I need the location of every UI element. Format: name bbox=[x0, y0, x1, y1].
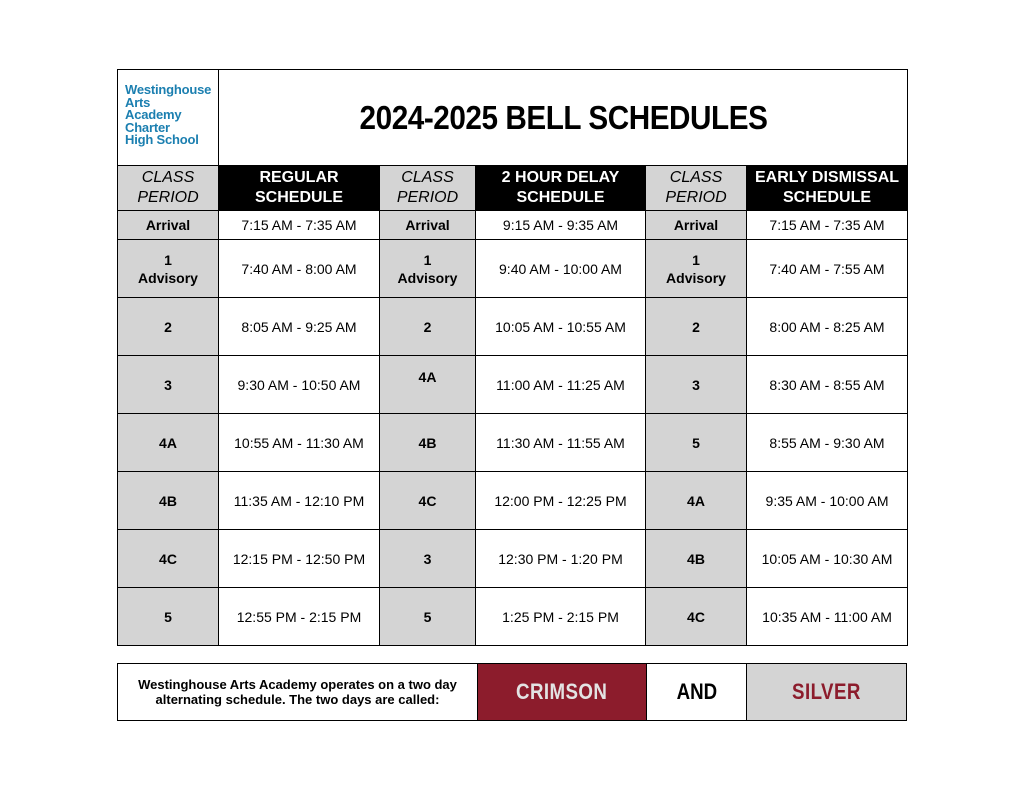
regular-period: 3 bbox=[118, 356, 219, 414]
table-row bbox=[118, 530, 908, 588]
page-title: 2024-2025 BELL SCHEDULES bbox=[253, 70, 873, 166]
header-regular-schedule bbox=[219, 166, 380, 211]
header-early-dismissal-schedule bbox=[747, 166, 908, 211]
logo-line: Academy bbox=[125, 107, 182, 122]
period-label: Advisory bbox=[397, 269, 458, 286]
period-number: 4A bbox=[418, 368, 437, 385]
early-time: 8:00 AM - 8:25 AM bbox=[747, 298, 908, 356]
delay-period bbox=[380, 356, 476, 414]
crimson-day-label bbox=[478, 664, 647, 720]
early-period: Arrival bbox=[646, 211, 747, 240]
delay-time: 12:00 PM - 12:25 PM bbox=[476, 472, 646, 530]
delay-time: 12:30 PM - 1:20 PM bbox=[476, 530, 646, 588]
early-time: 10:35 AM - 11:00 AM bbox=[747, 588, 908, 646]
delay-time: 1:25 PM - 2:15 PM bbox=[476, 588, 646, 646]
header-text: PERIOD bbox=[665, 189, 727, 206]
period-number: 1 bbox=[164, 251, 172, 268]
header-class-period bbox=[118, 166, 219, 211]
delay-time: 9:15 AM - 9:35 AM bbox=[476, 211, 646, 240]
silver-text: SILVER bbox=[792, 679, 861, 704]
delay-period: 4B bbox=[380, 414, 476, 472]
logo-line: High School bbox=[125, 132, 199, 147]
table-row bbox=[118, 211, 908, 240]
table-row bbox=[118, 588, 908, 646]
logo-line: Westinghouse bbox=[125, 82, 212, 97]
period-label: Advisory bbox=[666, 269, 726, 286]
early-time: 8:55 AM - 9:30 AM bbox=[747, 414, 908, 472]
header-class-period bbox=[380, 166, 476, 211]
header-text: PERIOD bbox=[137, 189, 199, 206]
regular-period: 2 bbox=[118, 298, 219, 356]
bell-schedule-sheet bbox=[117, 69, 907, 646]
delay-period: Arrival bbox=[380, 211, 476, 240]
regular-period: Arrival bbox=[118, 211, 219, 240]
logo-line: Arts bbox=[125, 94, 151, 110]
delay-period bbox=[380, 240, 476, 298]
note-line: alternating schedule. The two days are called: bbox=[155, 692, 440, 707]
regular-period: 5 bbox=[118, 588, 219, 646]
regular-period: 4A bbox=[118, 414, 219, 472]
early-period: 2 bbox=[646, 298, 747, 356]
note-line: Westinghouse Arts Academy operates on a two day bbox=[138, 677, 457, 692]
delay-period: 2 bbox=[380, 298, 476, 356]
regular-time: 7:40 AM - 8:00 AM bbox=[219, 240, 380, 298]
regular-period: 4B bbox=[118, 472, 219, 530]
table-row bbox=[118, 240, 908, 298]
header-class-period bbox=[646, 166, 747, 211]
early-period: 4B bbox=[646, 530, 747, 588]
header-delay-schedule bbox=[476, 166, 646, 211]
delay-period: 4C bbox=[380, 472, 476, 530]
table-row bbox=[118, 298, 908, 356]
header-text: 2 HOUR DELAY bbox=[501, 169, 620, 186]
delay-time: 11:00 AM - 11:25 AM bbox=[476, 356, 646, 414]
table-row bbox=[118, 356, 908, 414]
delay-time: 10:05 AM - 10:55 AM bbox=[476, 298, 646, 356]
early-time: 7:40 AM - 7:55 AM bbox=[747, 240, 908, 298]
and-label bbox=[647, 664, 747, 720]
school-logo bbox=[118, 70, 219, 166]
regular-period bbox=[118, 240, 219, 298]
delay-time: 11:30 AM - 11:55 AM bbox=[476, 414, 646, 472]
and-text: AND bbox=[676, 679, 717, 704]
header-text: EARLY DISMISSAL bbox=[755, 169, 900, 186]
early-period bbox=[646, 240, 747, 298]
regular-time: 9:30 AM - 10:50 AM bbox=[219, 356, 380, 414]
regular-time: 10:55 AM - 11:30 AM bbox=[219, 414, 380, 472]
delay-time: 9:40 AM - 10:00 AM bbox=[476, 240, 646, 298]
header-text: CLASS bbox=[669, 169, 723, 186]
regular-time: 7:15 AM - 7:35 AM bbox=[219, 211, 380, 240]
alternating-schedule-note bbox=[118, 664, 478, 720]
early-time: 8:30 AM - 8:55 AM bbox=[747, 356, 908, 414]
header-text: REGULAR bbox=[259, 169, 339, 186]
bell-schedule-table bbox=[117, 69, 908, 646]
alternating-days-banner bbox=[117, 663, 907, 721]
early-period: 3 bbox=[646, 356, 747, 414]
period-number: 1 bbox=[423, 251, 432, 268]
header-text: SCHEDULE bbox=[783, 189, 872, 206]
regular-time: 12:55 PM - 2:15 PM bbox=[219, 588, 380, 646]
early-period: 5 bbox=[646, 414, 747, 472]
header-text: CLASS bbox=[141, 169, 195, 186]
logo-line: Charter bbox=[125, 119, 170, 135]
period-number: 1 bbox=[692, 251, 700, 268]
header-text: SCHEDULE bbox=[254, 189, 343, 206]
early-period: 4C bbox=[646, 588, 747, 646]
early-time: 9:35 AM - 10:00 AM bbox=[747, 472, 908, 530]
regular-period: 4C bbox=[118, 530, 219, 588]
early-time: 7:15 AM - 7:35 AM bbox=[747, 211, 908, 240]
crimson-text: CRIMSON bbox=[516, 679, 608, 704]
delay-period: 3 bbox=[380, 530, 476, 588]
header-text: CLASS bbox=[401, 169, 454, 186]
regular-time: 8:05 AM - 9:25 AM bbox=[219, 298, 380, 356]
early-period: 4A bbox=[646, 472, 747, 530]
table-row bbox=[118, 472, 908, 530]
regular-time: 12:15 PM - 12:50 PM bbox=[219, 530, 380, 588]
delay-period: 5 bbox=[380, 588, 476, 646]
table-row bbox=[118, 414, 908, 472]
silver-day-label bbox=[747, 664, 906, 720]
regular-time: 11:35 AM - 12:10 PM bbox=[219, 472, 380, 530]
header-text: PERIOD bbox=[396, 189, 459, 206]
early-time: 10:05 AM - 10:30 AM bbox=[747, 530, 908, 588]
header-text: SCHEDULE bbox=[516, 189, 605, 206]
period-label: Advisory bbox=[138, 269, 198, 286]
